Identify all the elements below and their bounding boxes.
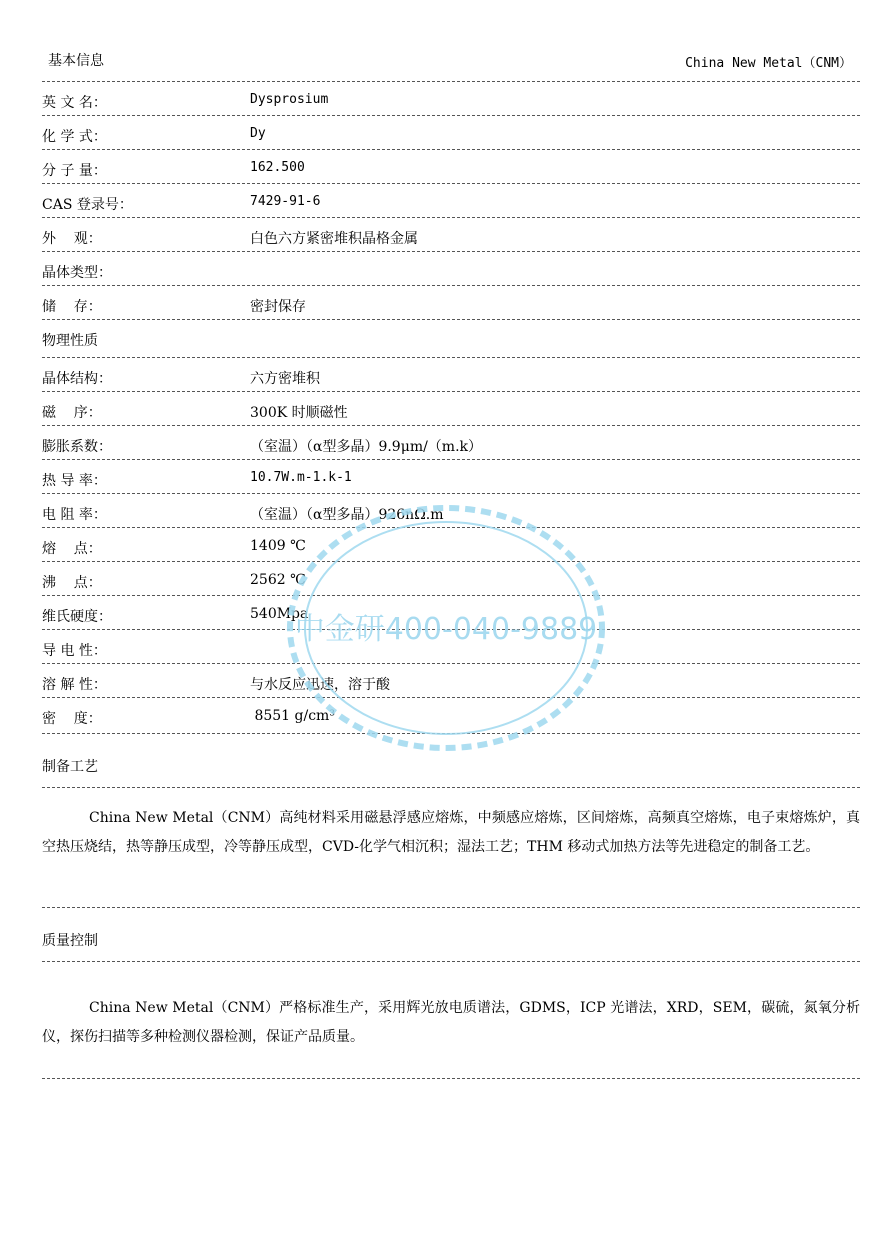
document-page bbox=[42, 0, 860, 1079]
row-label: 外 观： bbox=[42, 231, 102, 247]
row-value: Dy bbox=[250, 126, 266, 141]
table-row bbox=[42, 426, 860, 460]
table-row bbox=[42, 596, 860, 630]
physical-section-heading bbox=[42, 320, 860, 358]
table-row bbox=[42, 528, 860, 562]
row-value: Dysprosium bbox=[250, 92, 329, 107]
preparation-block bbox=[42, 788, 860, 908]
table-row bbox=[42, 392, 860, 426]
table-row bbox=[42, 494, 860, 528]
table-row bbox=[42, 252, 860, 286]
quality-block bbox=[42, 962, 860, 1079]
table-row bbox=[42, 664, 860, 698]
row-value: 162.500 bbox=[250, 160, 305, 175]
row-value: 8551 g/cm³ bbox=[250, 708, 335, 724]
header-left-title: 基本信息 bbox=[48, 53, 104, 69]
row-label: 沸 点： bbox=[42, 575, 102, 591]
table-row bbox=[42, 562, 860, 596]
row-value: 10.7W.m-1.k-1 bbox=[250, 470, 352, 485]
row-label: 储 存： bbox=[42, 299, 102, 315]
table-row bbox=[42, 358, 860, 392]
row-label: 电 阻 率： bbox=[42, 507, 107, 523]
section-title: 质量控制 bbox=[42, 933, 98, 949]
row-label: 化 学 式： bbox=[42, 129, 107, 145]
row-value: 与水反应迅速，溶于酸 bbox=[250, 677, 390, 693]
header-right-brand: China New Metal（CNM） bbox=[685, 56, 852, 71]
table-row bbox=[42, 460, 860, 494]
preparation-section-heading bbox=[42, 734, 860, 788]
table-row bbox=[42, 116, 860, 150]
row-value: （室温）（α型多晶）9.9μm/（m.k） bbox=[250, 439, 483, 455]
section-title: 物理性质 bbox=[42, 333, 98, 349]
watermark-text: 中金研400-040-9889 bbox=[294, 612, 598, 647]
basic-info-table bbox=[42, 82, 860, 320]
table-row bbox=[42, 698, 860, 734]
row-label: 热 导 率： bbox=[42, 473, 107, 489]
table-row bbox=[42, 150, 860, 184]
row-value: 白色六方紧密堆积晶格金属 bbox=[250, 231, 418, 247]
row-label: 导 电 性： bbox=[42, 643, 107, 659]
row-label: 溶 解 性： bbox=[42, 677, 107, 693]
table-row bbox=[42, 218, 860, 252]
row-label: 熔 点： bbox=[42, 541, 102, 557]
row-value: 密封保存 bbox=[250, 299, 306, 315]
quality-paragraph: China New Metal（CNM）严格标准生产，采用辉光放电质谱法，GDMS，ICP 光谱法，XRD，SEM，碳硫，氮氧分析仪，探伤扫描等多种检测仪器检测，保证产品质量。 bbox=[42, 1000, 860, 1045]
table-row bbox=[42, 82, 860, 116]
row-value: 300K 时顺磁性 bbox=[250, 405, 348, 421]
row-label: 分 子 量： bbox=[42, 163, 107, 179]
preparation-paragraph: China New Metal（CNM）高纯材料采用磁悬浮感应熔炼，中频感应熔炼，区间熔炼，高频真空熔炼，电子束熔炼炉，真空热压烧结，热等静压成型，冷等静压成型，CVD-化学气相沉积；湿法工艺；THM 移动式加热方法等先进稳定的制备工艺。 bbox=[42, 810, 860, 855]
row-value: 7429-91-6 bbox=[250, 194, 321, 209]
row-value: （室温）（α型多晶）926nΩ.m bbox=[250, 507, 444, 523]
row-label: 磁 序： bbox=[42, 405, 102, 421]
page-header bbox=[42, 0, 860, 81]
row-value: 540Mpa bbox=[250, 606, 309, 622]
row-label: 维氏硬度： bbox=[42, 609, 112, 625]
section-title: 制备工艺 bbox=[42, 759, 98, 775]
row-label: 晶体结构： bbox=[42, 371, 112, 387]
row-label: 膨胀系数： bbox=[42, 439, 112, 455]
row-label: CAS 登录号： bbox=[42, 197, 133, 213]
row-value: 1409 ℃ bbox=[250, 538, 306, 554]
row-value: 六方密堆积 bbox=[250, 371, 320, 387]
row-label: 英 文 名： bbox=[42, 95, 107, 111]
table-row bbox=[42, 630, 860, 664]
table-row bbox=[42, 184, 860, 218]
table-row bbox=[42, 286, 860, 320]
row-label: 密 度： bbox=[42, 711, 102, 727]
physical-properties-table bbox=[42, 358, 860, 734]
row-value: 2562 ℃ bbox=[250, 572, 306, 588]
row-label: 晶体类型： bbox=[42, 265, 112, 281]
quality-section-heading bbox=[42, 908, 860, 962]
